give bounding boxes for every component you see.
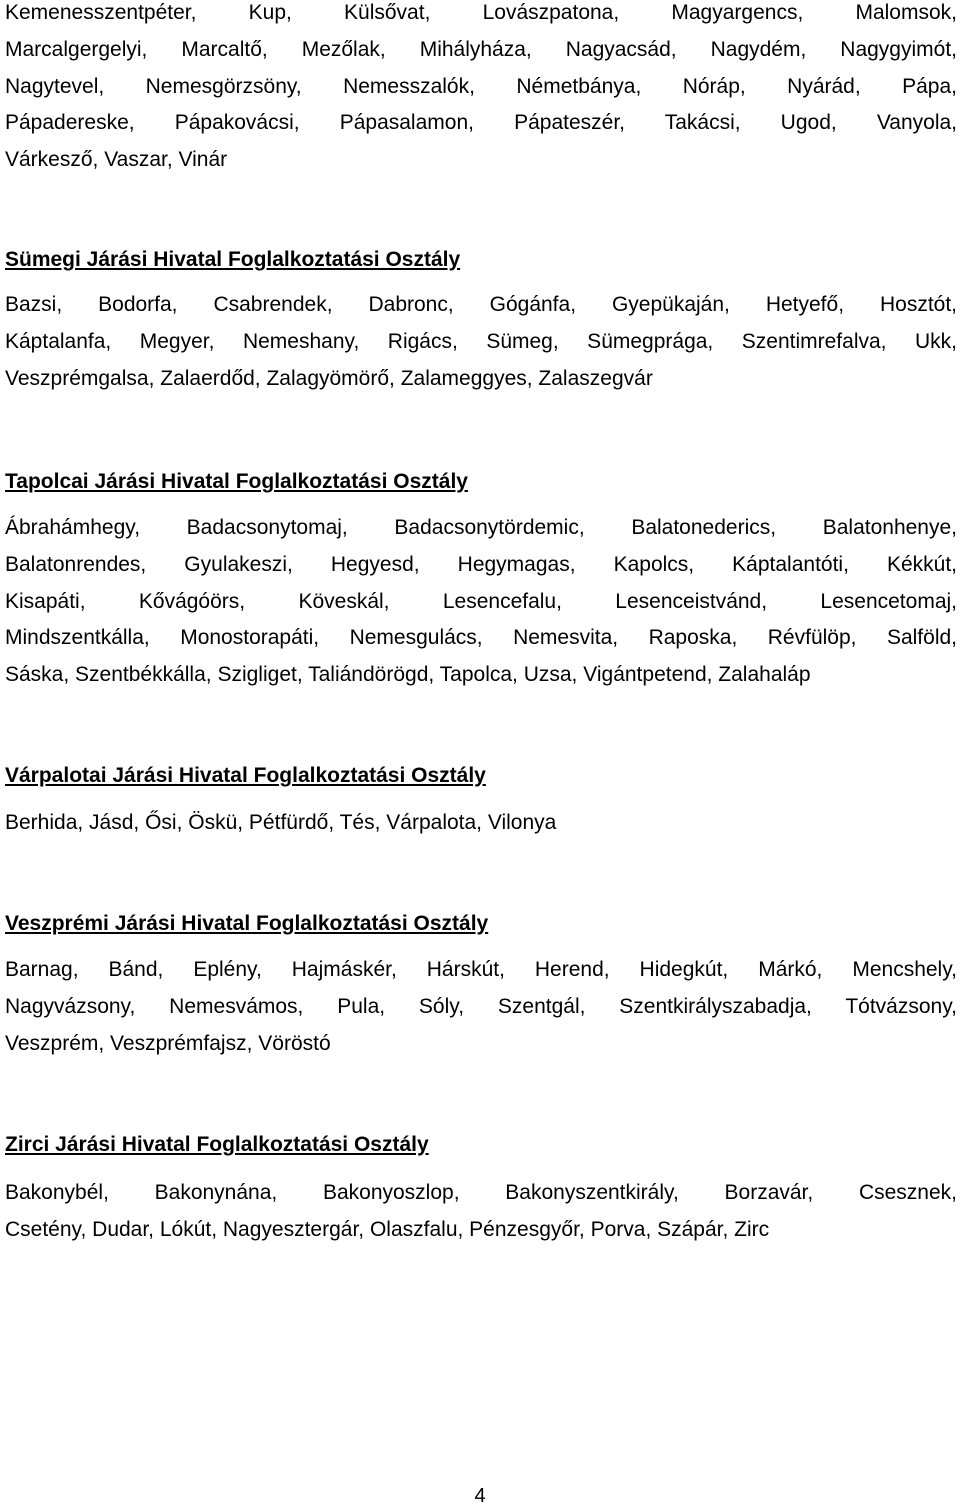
settlement-list-varpalota xyxy=(5,805,957,842)
page-number: 4 xyxy=(474,1485,486,1507)
text-line: Kisapáti, Kővágóörs, Köveskál, Lesencefalu, Lesenceistvánd, Lesencetomaj, xyxy=(5,589,957,613)
section-heading-veszprem: Veszprémi Járási Hivatal Foglalkoztatási Osztály xyxy=(5,912,489,935)
section-heading-varpalota: Várpalotai Járási Hivatal Foglalkoztatási Osztály xyxy=(5,764,486,787)
section-heading-sumeg: Sümegi Járási Hivatal Foglalkoztatási Osztály xyxy=(5,248,461,271)
settlement-list-tapolca xyxy=(5,510,957,694)
settlement-list-zirc xyxy=(5,1175,957,1249)
text-line: Pápadereske, Pápakovácsi, Pápasalamon, Pápateszér, Takácsi, Ugod, Vanyola, xyxy=(5,111,957,135)
text-line: Nagytevel, Nemesgörzsöny, Nemesszalók, Németbánya, Nóráp, Nyárád, Pápa, xyxy=(5,74,957,98)
section-heading-zirc: Zirci Járási Hivatal Foglalkoztatási Osztály xyxy=(5,1133,429,1156)
text-line: Barnag, Bánd, Eplény, Hajmáskér, Hárskút, Herend, Hidegkút, Márkó, Mencshely, xyxy=(5,958,957,981)
settlement-list-sumeg xyxy=(5,287,957,397)
section-heading-tapolca: Tapolcai Járási Hivatal Foglalkoztatási Osztály xyxy=(5,470,468,493)
text-line: Mindszentkálla, Monostorapáti, Nemesgulács, Nemesvita, Raposka, Révfülöp, Salföld, xyxy=(5,626,957,650)
text-line: Ábrahámhegy, Badacsonytomaj, Badacsonytördemic, Balatonederics, Balatonhenye, xyxy=(5,516,957,539)
text-line: Bakonybél, Bakonynána, Bakonyoszlop, Bakonyszentkirály, Borzavár, Csesznek, xyxy=(5,1181,957,1204)
text-line: Veszprém, Veszprémfajsz, Vöröstó xyxy=(5,1031,331,1055)
text-line: Bazsi, Bodorfa, Csabrendek, Dabronc, Gógánfa, Gyepükaján, Hetyefő, Hosztót, xyxy=(5,293,957,316)
settlement-list-veszprem xyxy=(5,952,957,1062)
text-line: Sáska, Szentbékkálla, Szigliget, Taliándörögd, Tapolca, Uzsa, Vigántpetend, Zalahaláp xyxy=(5,663,811,687)
intro-settlement-list xyxy=(5,0,957,179)
text-line: Balatonrendes, Gyulakeszi, Hegyesd, Hegymagas, Kapolcs, Káptalantóti, Kékkút, xyxy=(5,552,957,576)
text-line: Csetény, Dudar, Lókút, Nagyesztergár, Olaszfalu, Pénzesgyőr, Porva, Szápár, Zirc xyxy=(5,1217,770,1241)
text-line: Várkesző, Vaszar, Vinár xyxy=(5,148,228,172)
text-line: Berhida, Jásd, Ősi, Öskü, Pétfürdő, Tés, Várpalota, Vilonya xyxy=(5,811,557,834)
text-line: Kemenesszentpéter, Kup, Külsővat, Lovászpatona, Magyargencs, Malomsok, xyxy=(5,1,957,24)
text-line: Nagyvázsony, Nemesvámos, Pula, Sóly, Szentgál, Szentkirályszabadja, Tótvázsony, xyxy=(5,994,957,1018)
text-line: Marcalgergelyi, Marcaltő, Mezőlak, Mihályháza, Nagyacsád, Nagydém, Nagygyimót, xyxy=(5,37,957,61)
text-line: Káptalanfa, Megyer, Nemeshany, Rigács, Sümeg, Sümegprága, Szentimrefalva, Ukk, xyxy=(5,329,957,353)
text-line: Veszprémgalsa, Zalaerdőd, Zalagyömörő, Zalameggyes, Zalaszegvár xyxy=(5,366,653,390)
